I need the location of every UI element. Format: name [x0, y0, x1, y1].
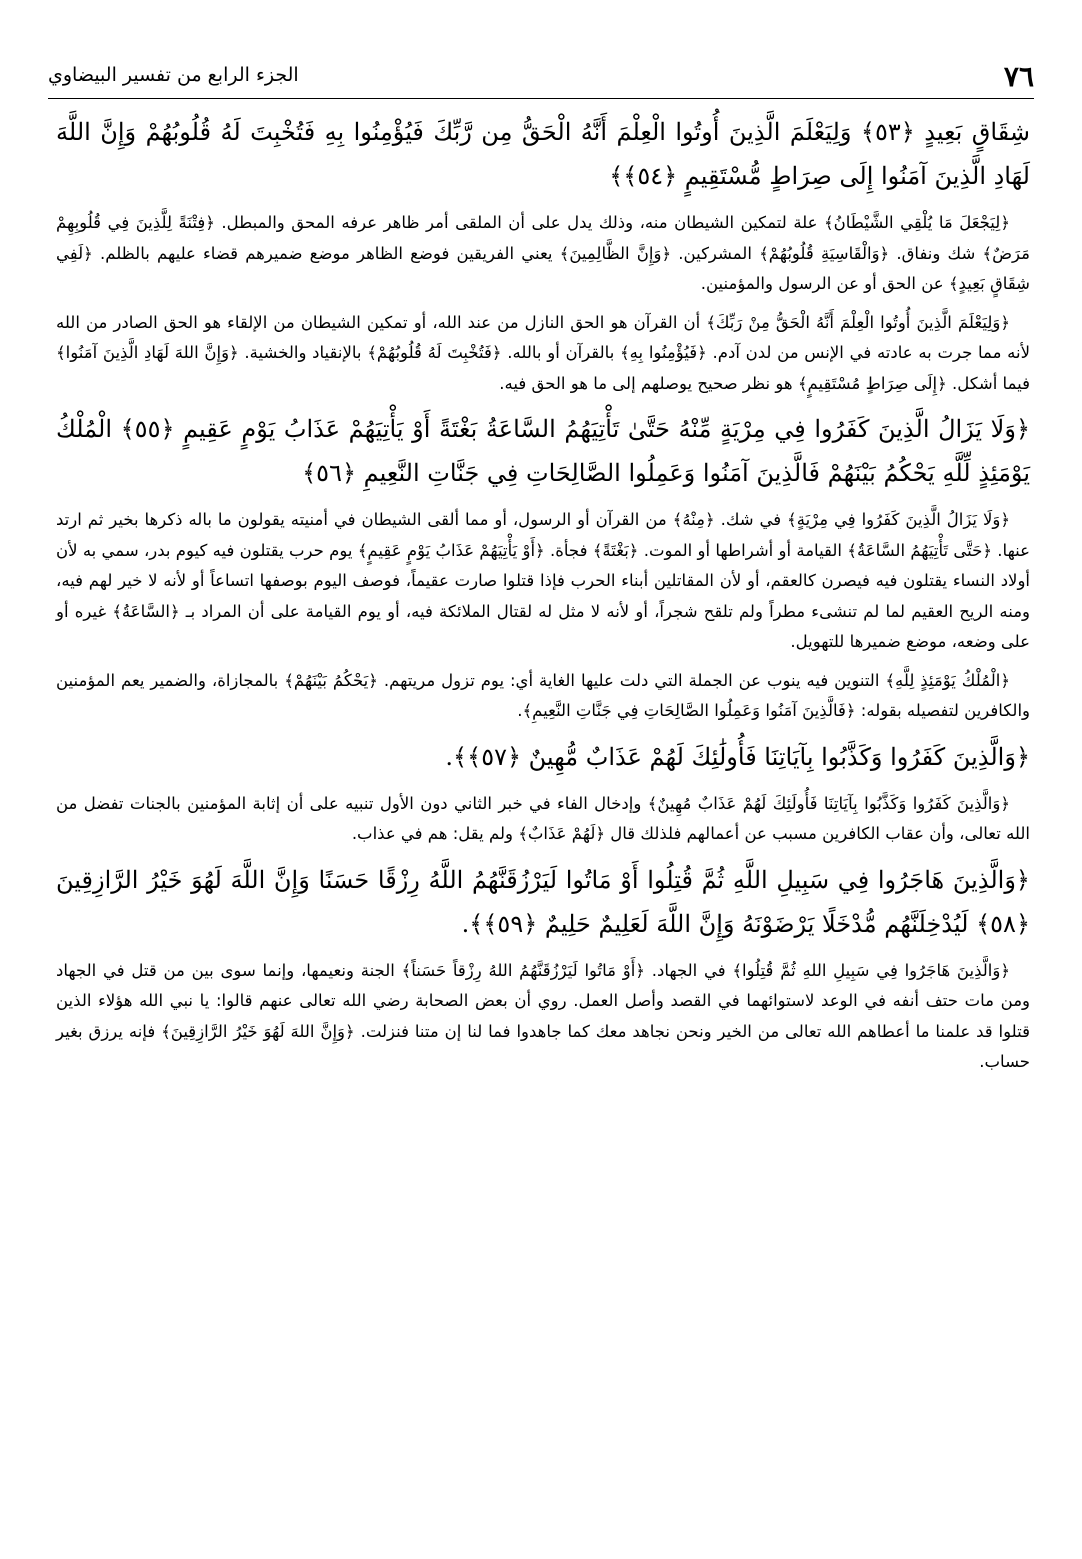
commentary-paragraph: ﴿وَالَّذِينَ هَاجَرُوا فِي سَبِيلِ اللهِ ثُمَّ قُتِلُوا﴾ في الجهاد. ﴿أَوْ مَاتُوا لَيَرْزُقَنَّهُمُ اللهُ رِزْقاً حَسَناً﴾ الجنة ونعيمها، وإنما سوى بين من قتل في الجهاد ومن مات حتف أنفه في الوعد لاستوائهما في القصد وأصل العمل. روي أن بعض الصحابة رضي الله تعالى عنهم قالوا: يا نبي الله هؤلاء الذين قتلوا قد علمنا ما أعطاهم الله تعالى من الخير ونحن نجاهد معك كما جاهدوا فما لنا إن متنا فنزلت. ﴿وَإِنَّ اللهَ لَهُوَ خَيْرُ الرَّازِقِينَ﴾ فإنه يرزق بغير حساب.	[56, 960, 1030, 1071]
page-header	[48, 60, 1034, 99]
quran-verse-block: ﴿وَالَّذِينَ كَفَرُوا وَكَذَّبُوا بِآيَاتِنَا فَأُولَٰئِكَ لَهُمْ عَذَابٌ مُّهِينٌ ﴿٥٧﴾﴾.	[445, 742, 1030, 771]
commentary-paragraph: ﴿وَلَا يَزَالُ الَّذِينَ كَفَرُوا فِي مِرْيَةٍ﴾ في شك. ﴿مِنْهُ﴾ من القرآن أو الرسول، أو مما ألقى الشيطان في أمنيته يقولون ما باله ذكرها بخير ثم ارتد عنها. ﴿حَتَّى تَأْتِيَهُمُ السَّاعَةُ﴾ القيامة أو أشراطها أو الموت. ﴿بَغْتَةً﴾ فجأة. ﴿أَوْ يَأْتِيَهُمْ عَذَابُ يَوْمٍ عَقِيمٍ﴾ يوم حرب يقتلون فيه كيوم بدر، سمي به لأن أولاد النساء يقتلون فيه فيصرن كالعقم، أو لأن المقاتلين أبناء الحرب فإذا قتلوا صارت عقيماً، فوصف اليوم بوصفها اتساعاً أو لأنه لا خير لهم فيه، ومنه الريح العقيم لما لم تنشىء مطراً ولم تلقح شجراً، أو لأنه لا مثل له لقتال الملائكة فيه، أو يوم القيامة على أن المراد بـ ﴿السَّاعَةُ﴾ غيره أو على وضعه، موضع ضميرها للتهويل.	[56, 510, 1030, 651]
commentary-paragraph: ﴿وَالَّذِينَ كَفَرُوا وَكَذَّبُوا بِآيَاتِنَا فَأُولَئِكَ لَهُمْ عَذَابٌ مُهِينٌ﴾ وإدخال الفاء في خبر الثاني دون الأول تنبيه على أن إثابة المؤمنين بالجنات تفضل من الله تعالى، وأن عقاب الكافرين مسبب عن أعمالهم فلذلك قال ﴿لَهُمْ عَذَابٌ﴾ ولم يقل: هم في عذاب.	[56, 793, 1030, 843]
commentary-paragraph: ﴿لِيَجْعَلَ مَا يُلْقِي الشَّيْطَانُ﴾ علة لتمكين الشيطان منه، وذلك يدل على أن الملقى أمر ظاهر عرفه المحق والمبطل. ﴿فِتْنَةً لِلَّذِينَ فِي قُلُوبِهِمْ مَرَضٌ﴾ شك ونفاق. ﴿وَالْقَاسِيَةِ قُلُوبُهُمْ﴾ المشركين. ﴿وَإِنَّ الظَّالِمِينَ﴾ يعني الفريقين فوضع الظاهر موضع ضميرهم قضاء عليهم بالظلم. ﴿لَفِي شِقَاقٍ بَعِيدٍ﴾ عن الحق أو عن الرسول والمؤمنين.	[56, 213, 1030, 293]
running-title: الجزء الرابع من تفسير البيضاوي	[48, 64, 299, 86]
quran-verse-block: ﴿وَلَا يَزَالُ الَّذِينَ كَفَرُوا فِي مِرْيَةٍ مِّنْهُ حَتَّىٰ تَأْتِيَهُمُ السَّاعَةُ بَغْتَةً أَوْ يَأْتِيَهُمْ عَذَابُ يَوْمٍ عَقِيمٍ ﴿٥٥﴾ الْمُلْكُ يَوْمَئِذٍ لِّلَّهِ يَحْكُمُ بَيْنَهُمْ فَالَّذِينَ آمَنُوا وَعَمِلُوا الصَّالِحَاتِ فِي جَنَّاتِ النَّعِيمِ ﴿٥٦﴾	[56, 415, 1031, 487]
page-body	[56, 110, 1030, 1086]
quran-verse-block: ﴿وَالَّذِينَ هَاجَرُوا فِي سَبِيلِ اللَّهِ ثُمَّ قُتِلُوا أَوْ مَاتُوا لَيَرْزُقَنَّهُمُ اللَّهُ رِزْقًا حَسَنًا وَإِنَّ اللَّهَ لَهُوَ خَيْرُ الرَّازِقِينَ ﴿٥٨﴾ لَيُدْخِلَنَّهُم مُّدْخَلًا يَرْضَوْنَهُ وَإِنَّ اللَّهَ لَعَلِيمٌ حَلِيمٌ ﴿٥٩﴾﴾.	[56, 865, 1030, 938]
page-number: ٧٦	[1003, 60, 1034, 93]
commentary-paragraph: ﴿وَلِيَعْلَمَ الَّذِينَ أُوتُوا الْعِلْمَ أَنَّهُ الْحَقُّ مِنْ رَبِّكَ﴾ أن القرآن هو الحق النازل من عند الله، أو تمكين الشيطان من الإلقاء هو الحق الصادر من الله لأنه مما جرت به عادته في الإنس من لدن آدم. ﴿فَيُؤْمِنُوا بِهِ﴾ بالقرآن أو بالله. ﴿فَتُخْبِتَ لَهُ قُلُوبُهُمْ﴾ بالإنقياد والخشية. ﴿وَإِنَّ اللهَ لَهَادِ الَّذِينَ آمَنُوا﴾ فيما أشكل. ﴿إِلَى صِرَاطٍ مُسْتَقِيمٍ﴾ هو نظر صحيح يوصلهم إلى ما هو الحق فيه.	[56, 312, 1030, 393]
commentary-paragraph: ﴿الْمُلْكُ يَوْمَئِذٍ لِلَّهِ﴾ التنوين فيه ينوب عن الجملة التي دلت عليها الغاية أي: يوم تزول مريتهم. ﴿يَحْكُمُ بَيْنَهُمْ﴾ بالمجازاة، والضمير يعم المؤمنين والكافرين لتفصيله بقوله: ﴿فَالَّذِينَ آمَنُوا وَعَمِلُوا الصَّالِحَاتِ فِي جَنَّاتِ النَّعِيمِ﴾.	[56, 670, 1030, 720]
quran-verse-block: شِقَاقٍ بَعِيدٍ ﴿٥٣﴾ وَلِيَعْلَمَ الَّذِينَ أُوتُوا الْعِلْمَ أَنَّهُ الْحَقُّ مِن رَّبِّكَ فَيُؤْمِنُوا بِهِ فَتُخْبِتَ لَهُ قُلُوبُهُمْ وَإِنَّ اللَّهَ لَهَادِ الَّذِينَ آمَنُوا إِلَى صِرَاطٍ مُّسْتَقِيمٍ ﴿٥٤﴾﴾	[56, 118, 1030, 190]
